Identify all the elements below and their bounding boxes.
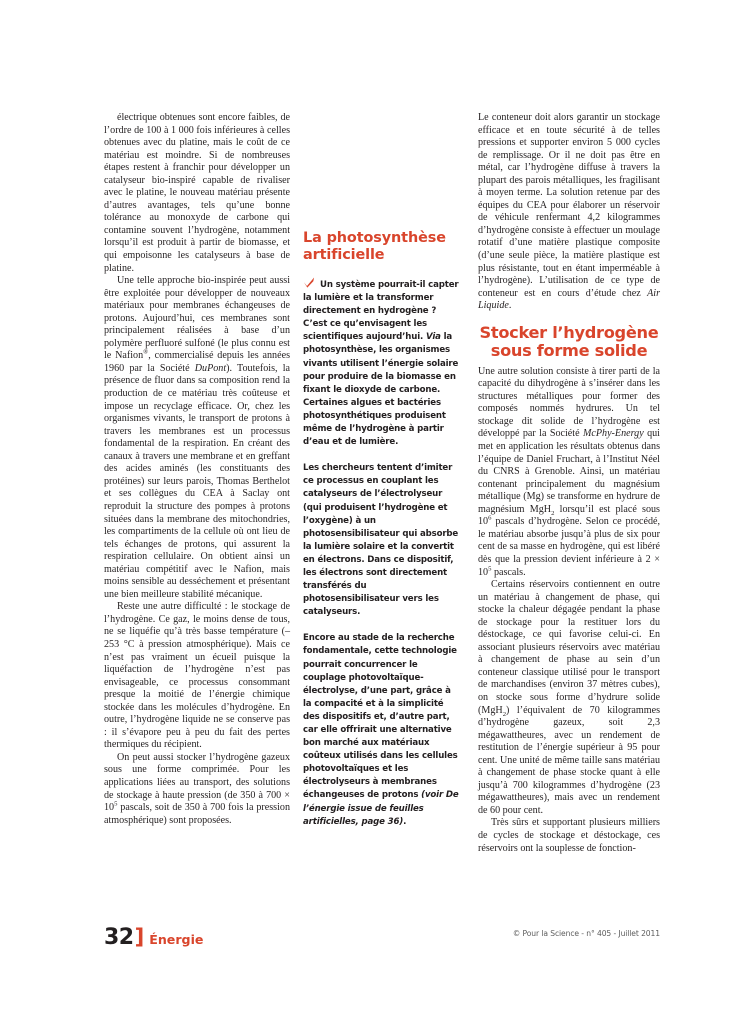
paragraph-text-part1: Le conteneur doit alors garantir un stockage efficace et en toute sécurité à de telles pressions et supporter environ 5 000 cycles de remplissage. Or il ne doit pas être en métal, car l’hydrogène diffuse à travers la plupart des parois métalliques, les fragilisant à moyen terme. La solution retenue par des équipes du CEA pour élaborer un réservoir de véhicule renfermant 4,2 kilogrammes d’hydrogène consiste à effectuer un moulage rotatif d’une matière plastique composite (d’une seule pièce, la matière plastique est plus résistante, tout en étant imperméable à l’hydrogène). L’utilisation de ce type de conteneur est en cours d’étude chez — [478, 112, 660, 299]
folio — [104, 925, 203, 950]
paragraph-text-part1: On peut aussi stocker l’hydrogène gazeux sous une forme comprimée. Pour les applications liées au transport, des solutions de stockage à haute pression (de 350 à 700 × 10 — [104, 751, 290, 814]
sidebar-paragraph-part1: Encore au stade de la recherche fondamentale, cette technologie pourrait concurrencer le couplage photovoltaïque-électrolyse, d’une part, grâce à la compacité et à la simplicité des dispositifs et, d’autre part, car elle offrirait une alternative bon marché aux matériaux coûteux utilisés dans les cellules photovoltaïques et les électrolyseurs à membranes échangeuses de protons — [303, 633, 458, 801]
paragraph-text-part1: Une telle approche bio-inspirée peut aussi être exploitée pour développer de nouveaux matériaux pour membranes échangeuses de protons. Aujourd’hui, ces membranes sont principalement réalisées à base d’un polymère perfluoré sulfoné (le plus connu est le Nafion — [104, 275, 290, 362]
section-heading: Stocker l’hydrogène sous forme solide — [479, 322, 659, 361]
paragraph-text-part4: pascals d’hydrogène. Selon ce procédé, le matériau absorbe jusqu’à plus de six pour cent de sa masse en hydrogène, qui est libéré dès que la pression devient inférieure à 2 × 10 — [478, 516, 660, 578]
folio-bracket-icon: ] — [134, 925, 145, 949]
paragraph-text-part1: Certains réservoirs contiennent en outre un matériau à changement de phase, qui stocke la chaleur dégagée pendant la phase de stockage pour la restituer lors du déstockage, ce qui favorise celui-ci. En associant plusieurs réservoirs avec matériau à changement de phase au sein d’un conteneur classique utilisé pour le transport de marchandises (environ 37 mètres cubes), on stocke sous forme d’hydrure solide (MgH — [478, 579, 660, 716]
paragraph: électrique obtenues sont encore faibles, de l’ordre de 100 à 1 000 fois inférieures à celles obtenues avec du platine, mais le coût de ce matériau est moindre. Si de nombreuses étapes restent à franchir pour développer un catalyseur bio-inspiré capable de rivaliser avec le platine, le nouveau matériau présente d’autres avantages, tels qu’une bonne tolérance au monoxyde de carbone qui contamine souvent l’hydrogène, notamment lorsqu’il est produit à partir de biomasse, et qui empoisonne les catalyseurs à base de platine. — [104, 112, 290, 274]
paragraph-text-part3: ). Toutefois, la présence de fluor dans sa composition rend la production de ce matériau très coûteuse et impose un recyclage efficace. Or, chez les organismes vivants, le transport de protons à travers les membranes est un processus fondamental de la respiration. En créant des canaux à travers une membrane et en greffant des acides aminés (les constituants des protéines) sur leurs parois, Thomas Berthelot et ses collègues du CEA à Saclay ont reproduit la structure des pompes à protons situées dans la membrane des mitochondries, les compartiments de la cellule où ont lieu de tels échanges de protons, qui assurent la respiration cellulaire. On obtient ainsi un matériau compétitif avec le Nafion, mais moins sensible au desséchement et présentant une bien meilleure stabilité mécanique. — [104, 362, 290, 600]
sidebar-paragraph-part2: la photosynthèse, les organismes vivants utilisent l’énergie solaire pour produire de la biomasse en fixant le dioxyde de carbone. Certaines algues et bactéries photosynthétiques produisent même de l’hydrogène à partir d’eau et de lumière. — [303, 332, 459, 448]
italic-via: Via — [425, 332, 441, 343]
sidebar-title: La photosynthèse artificielle — [303, 230, 446, 263]
paragraph — [478, 112, 660, 313]
subscript: 2 — [551, 509, 555, 517]
paragraph-text-part2: pascals, soit de 350 à 700 fois la pression atmosphérique) sont proposées. — [104, 802, 290, 826]
exponent: 5 — [488, 565, 492, 573]
folio-number: 32 — [104, 925, 134, 950]
exponent: 5 — [114, 800, 118, 808]
paragraph — [478, 579, 660, 817]
sidebar-paragraph — [303, 632, 461, 828]
sidebar-paragraph: Les chercheurs tentent d’imiter ce processus en couplant les catalyseurs de l’électrolyseur (qui produisent l’hydrogène et l’oxygène) à un photosensibilisateur qui absorbe la lumière solaire et la convertit en électrons. Dans ce dispositif, les électrons sont directement transférés du photosensibilisateur vers les catalyseurs. — [303, 463, 459, 618]
check-icon — [303, 277, 315, 288]
paragraph-text-part2: qui met en application les résultats obtenus dans l’équipe de Daniel Fruchart, à l’Institut Néel du CNRS à Grenoble. Ainsi, un matériau contenant principalement du magnésium métallique (Mg) se transforme en hydrure de magnésium MgH — [478, 428, 660, 515]
paragraph-text-part2: . — [508, 300, 512, 312]
paragraph: Très sûrs et supportant plusieurs milliers de cycles de stockage et déstockage, ces réservoirs ont la souplesse de fonction- — [478, 817, 660, 854]
paragraph-text-part3: lorsqu’il est placé sous 10 — [478, 503, 660, 528]
registered-mark: ® — [143, 349, 149, 357]
subscript: 2 — [502, 710, 507, 718]
sidebar-paragraph-part1: Un système pourrait-il capter la lumière et la transformer directement en hydrogène ? C’est ce qu’envisagent les scientifiques aujourd’hui. — [303, 280, 459, 343]
sidebar-paragraph — [303, 277, 461, 449]
paragraph-text-part2: ) l’équivalent de 70 kilogrammes d’hydrogène gazeux, soit 2,3 mégawattheures, avec un rendement de restitution de l’énergie supérieur à 95 pour cent. Une unité de même taille sans matériau à changement de phase stocke quant à elle jusqu’à 700 kilogrammes d’hydrogène (23 mégawattheures), mais avec un rendement de 60 pour cent. — [478, 704, 660, 816]
paragraph-text-part1: Une autre solution consiste à tirer parti de la capacité du dihydrogène à s’insérer dans les structures métalliques pour former des composés nommés hydrures. Un tel stockage dit solide de l’hydrogène est développé par la Société — [478, 365, 660, 440]
copyright-credit: © Pour la Science - n° 405 - Juillet 2011 — [512, 929, 660, 938]
sidebar-cross-reference[interactable]: (voir De l’énergie issue de feuilles artificielles, page 36) — [303, 790, 459, 827]
paragraph — [104, 752, 290, 827]
folio-section-label: Énergie — [149, 932, 204, 947]
left-column — [104, 112, 290, 827]
right-column — [478, 112, 660, 855]
italic-mcphy: McPhy-Energy — [582, 428, 644, 440]
paragraph: Reste une autre difficulté : le stockage de l’hydrogène. Ce gaz, le moins dense de tous, ne se liquéfie qu’à très basse température (–253 °C à pression atmosphérique). Mais ce n’est pas vraiment un écueil puisque la liquéfaction de l’hydrogène n’est pas envisageable, ce processus consommant presque la moitié de l’énergie chimique stockée dans les molécules d’hydrogène. En outre, l’hydrogène liquide ne se conserve pas : il s’évapore peu à peu du fait des pertes thermiques du récipient. — [104, 601, 290, 751]
sidebar-box — [303, 230, 461, 829]
sidebar-body — [303, 277, 461, 829]
italic-dupont: DuPont — [194, 362, 227, 374]
paragraph-text-part5: pascals. — [491, 566, 526, 578]
paragraph-text-part2: , commercialisé depuis les années 1960 par la Société — [104, 350, 290, 374]
paragraph — [478, 366, 660, 579]
article-columns — [104, 112, 660, 902]
italic-air-liquide: Air Liquide — [478, 287, 660, 312]
paragraph — [104, 275, 290, 601]
exponent: 6 — [488, 514, 492, 522]
sidebar-paragraph-part2: . — [403, 816, 407, 827]
